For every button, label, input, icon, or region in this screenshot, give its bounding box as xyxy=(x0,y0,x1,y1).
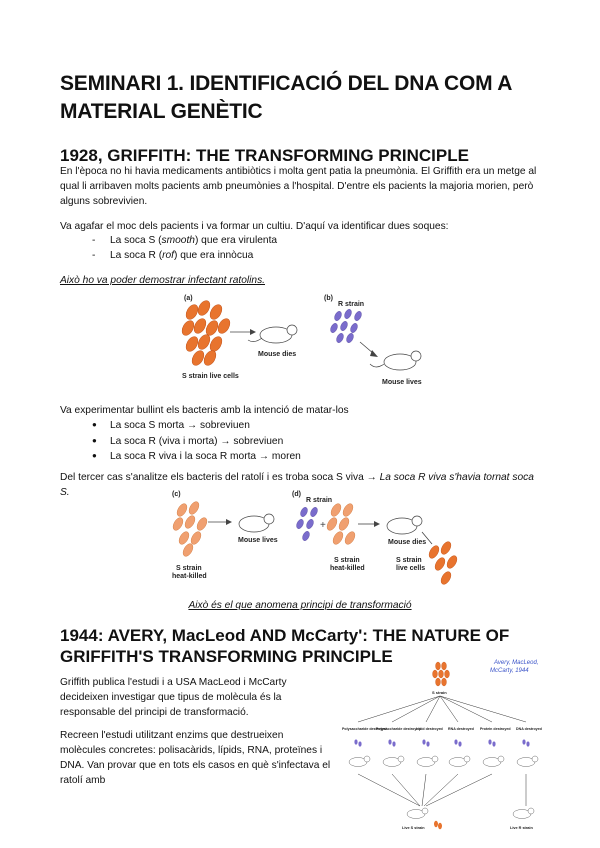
treatment-label-2: Polysaccharide destroyed xyxy=(376,727,421,731)
s-strain-cluster-top xyxy=(433,662,450,686)
branching-arrows xyxy=(358,696,526,722)
strain-item-r: - La soca R (rof) que era innòcua xyxy=(92,249,277,264)
fig-label-c: (c) xyxy=(172,491,181,498)
s-heat-caption-c1: S strain xyxy=(176,565,202,572)
fig-label-b: (b) xyxy=(324,295,333,302)
third-case-text: Del tercer cas s'analitze els bacteris del ratolí i es troba soca S viva → xyxy=(60,472,380,483)
r-strain-cells-cluster xyxy=(329,308,363,344)
treatment-label-1: Polysaccharide destroyed xyxy=(342,727,387,731)
treatment-label-3: Lipid destroyed xyxy=(416,727,443,731)
mouse-dies-caption-d: Mouse dies xyxy=(388,539,427,546)
intro-paragraph: En l'època no hi havia medicaments antibiòtics i molta gent patia la pneumònia. El Griffith era un metge al qual li arribaven molts pacients amb pneumònies a l'hospital. D'entre els pacients la majoria morien, però alguns sobrevivien. xyxy=(60,166,537,207)
fig-label-a: (a) xyxy=(184,295,193,302)
case-item-1: ● La soca S morta → sobreviuen xyxy=(92,418,301,434)
mouse-lives-caption-b: Mouse lives xyxy=(382,379,422,386)
section-heading-griffith: 1928, GRIFFITH: THE TRANSFORMING PRINCIPLE xyxy=(60,146,469,165)
page-title: SEMINARI 1. IDENTIFICACIÓ DEL DNA COM A MATERIAL GENÈTIC xyxy=(60,72,512,123)
r-strain-cluster-d xyxy=(295,506,319,542)
fig-label-d: (d) xyxy=(292,491,301,498)
cases-list xyxy=(92,418,301,465)
converging-arrows xyxy=(358,774,526,806)
culture-paragraph: Va agafar el moc dels pacients i va formar un cultiu. D'aquí va identificar dues soques: xyxy=(60,221,449,232)
mouse-lives-caption-c: Mouse lives xyxy=(238,537,278,544)
live-s-cluster-d xyxy=(427,540,459,586)
treatment-label-4: RNA destroyed xyxy=(448,727,474,731)
r-cells-row xyxy=(354,739,529,746)
transformation-principle-note: Això és el que anomena principi de transformació xyxy=(188,600,412,611)
mouse-alive-icon xyxy=(370,351,421,370)
final-s-cells xyxy=(434,821,442,829)
treatment-label-5: Protein destroyed xyxy=(480,727,511,731)
case-item-2: ● La soca R (viva i morta) → sobreviuen xyxy=(92,434,301,450)
mouse-dies-caption-a: Mouse dies xyxy=(258,351,297,358)
final-mouse-left xyxy=(407,808,428,819)
heat-killed-s-cluster-c xyxy=(171,500,209,558)
s-strain-live-caption: S strain live cells xyxy=(182,373,239,380)
strain-item-s: - La soca S (smooth) que era virulenta xyxy=(92,234,277,249)
mouse-dead-icon-d xyxy=(387,516,422,534)
s-heat-caption-d2: heat-killed xyxy=(330,565,365,572)
mice-note: Això ho va poder demostrar infectant ratolins. xyxy=(60,275,265,286)
r-strain-label-b: R strain xyxy=(338,301,365,308)
case-item-3: ● La soca R viva i la soca R morta → moren xyxy=(92,449,301,465)
third-case-conclusion: La soca R viva s'havia tornat soca S. xyxy=(60,472,534,498)
s-live-caption-d1: S strain xyxy=(396,557,422,564)
heat-killed-s-cluster-d xyxy=(325,502,357,546)
strain-list xyxy=(92,234,277,263)
treatment-labels xyxy=(342,727,542,731)
griffith-figure-cd xyxy=(170,486,470,588)
plus-sign: + xyxy=(320,520,326,531)
s-strain-top-label: S strain xyxy=(432,690,447,695)
mouse-alive-icon-c xyxy=(239,514,274,532)
live-s-strain-label: Live S strain xyxy=(402,826,425,830)
live-r-strain-label: Live R strain xyxy=(510,826,533,830)
avery-paragraph-2: Recreen l'estudi utilitzant enzims que destrueixen molècules concretes: polisacàrids, lípids, RNA, proteïnes i DNA. Van provar que en tots els casos en què s'infectava el ratolí amb xyxy=(60,730,331,786)
avery-figure xyxy=(340,656,555,838)
section-heading-avery: 1944: AVERY, MacLeod AND McCarty': THE NATURE OF GRIFFITH'S TRANSFORMING PRINCIPLE xyxy=(60,626,510,666)
handwritten-note-1: Avery, MacLeod, xyxy=(494,660,539,666)
griffith-figure-ab xyxy=(178,290,448,390)
s-heat-caption-c2: heat-killed xyxy=(172,573,207,580)
s-heat-caption-d1: S strain xyxy=(334,557,360,564)
handwritten-note-2: McCarty, 1944 xyxy=(490,668,529,674)
treatment-label-6: DNA destroyed xyxy=(516,727,542,731)
s-strain-cells-cluster xyxy=(180,299,233,368)
s-live-caption-d2: live cells xyxy=(396,565,426,572)
boiling-paragraph: Va experimentar bullint els bacteris amb la intenció de matar-los xyxy=(60,405,349,416)
final-mouse-right xyxy=(513,808,534,819)
r-strain-label-d: R strain xyxy=(306,497,333,504)
avery-paragraph-1: Griffith publica l'estudi i a USA MacLeod i McCarty decideixen investigar que tipus de molècula és la responsable del principi de transformació. xyxy=(60,677,287,718)
mice-row xyxy=(349,756,538,767)
mouse-dead-icon xyxy=(248,325,297,343)
